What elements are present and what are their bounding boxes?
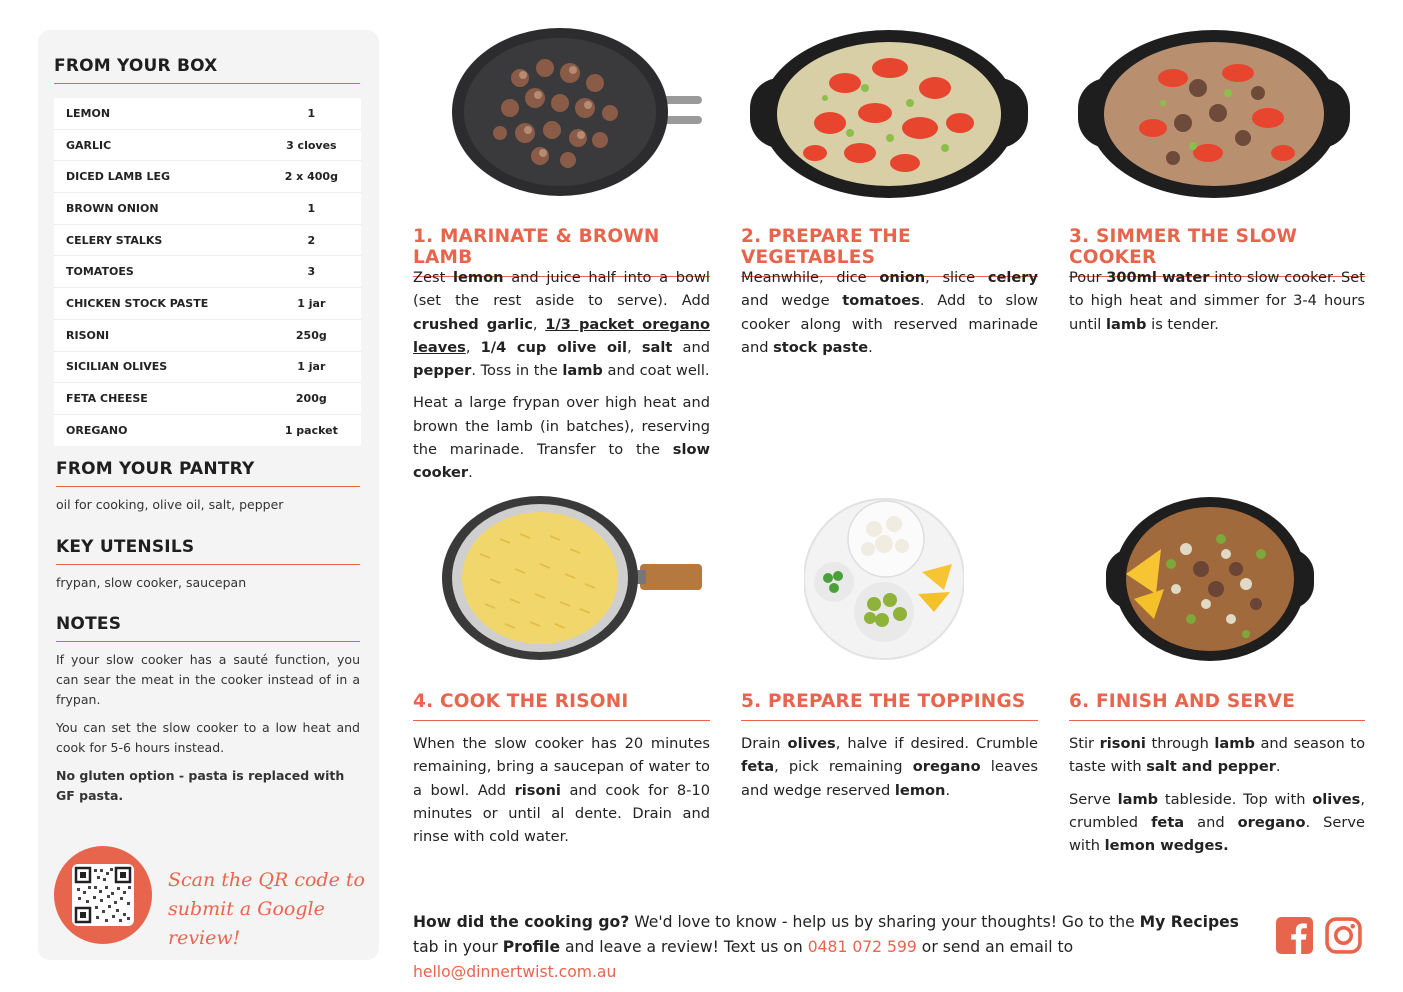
step-1-p1: Zest lemon and juice half into a bowl (set the rest aside to serve). Add crushed garlic, 1/3 packet oregano leaves, 1/4 cup olive oil, salt and pepper. Toss in the lamb and coat well. bbox=[413, 269, 710, 380]
ingredient-name: CELERY STALKS bbox=[66, 233, 163, 247]
step-6-title: 6. FINISH AND SERVE bbox=[1069, 691, 1365, 721]
notes-title: NOTES bbox=[56, 614, 360, 642]
step-6-body bbox=[1069, 732, 1365, 866]
step-6-p1: Stir risoni through lamb and season to taste with salt and pepper. bbox=[1069, 735, 1365, 776]
feedback-footer: How did the cooking go? We'd love to know - help us by sharing your thoughts! Go to the My Recipes tab in your Profile and leave a review! Text us on 0481 072 599 or send an email to hello@dinnertwist.com.au bbox=[413, 913, 1239, 981]
step-2-title: 2. PREPARE THE VEGETABLES bbox=[741, 226, 1038, 277]
instagram-icon[interactable] bbox=[1325, 917, 1362, 954]
ingredient-qty: 2 x 400g bbox=[284, 170, 338, 184]
profile-link[interactable]: Profile bbox=[502, 938, 561, 956]
ingredient-name: RISONI bbox=[66, 328, 110, 342]
step-3-image bbox=[1078, 28, 1350, 200]
step-1-p2: Heat a large frypan over high heat and brown the lamb (in batches), reserving the marinade. Transfer to the slow cooker. bbox=[413, 394, 710, 482]
step-3-body bbox=[1069, 266, 1365, 345]
ingredients-table bbox=[54, 98, 361, 446]
ingredient-name: DICED LAMB LEG bbox=[66, 170, 171, 184]
ingredient-name: FETA CHEESE bbox=[66, 392, 148, 406]
ingredient-name: TOMATOES bbox=[66, 265, 134, 279]
step-4-body bbox=[413, 732, 710, 857]
pantry-title: FROM YOUR PANTRY bbox=[56, 459, 360, 487]
ingredient-qty: 250g bbox=[295, 328, 327, 342]
qr-code bbox=[72, 864, 134, 926]
sidebar bbox=[38, 30, 379, 960]
my-recipes-link[interactable]: My Recipes bbox=[1139, 913, 1239, 931]
facebook-icon[interactable] bbox=[1276, 917, 1313, 954]
ingredient-row bbox=[54, 130, 361, 162]
step-2-p1: Meanwhile, dice onion, slice celery and wedge tomatoes. Add to slow cooker along with reserved marinade and stock paste. bbox=[741, 269, 1039, 356]
ingredient-qty: 1 bbox=[307, 201, 316, 215]
ingredient-name: CHICKEN STOCK PASTE bbox=[66, 296, 209, 310]
step-2-body bbox=[741, 266, 1038, 368]
ingredient-qty: 1 bbox=[307, 106, 316, 120]
ingredient-row bbox=[54, 161, 361, 193]
phone-link[interactable]: 0481 072 599 bbox=[807, 938, 917, 956]
pantry-section bbox=[56, 459, 360, 515]
ingredient-row bbox=[54, 225, 361, 257]
step-5-title: 5. PREPARE THE TOPPINGS bbox=[741, 691, 1038, 721]
ingredient-name: BROWN ONION bbox=[66, 201, 159, 215]
step-6-image bbox=[1106, 494, 1314, 664]
pantry-text: oil for cooking, olive oil, salt, pepper bbox=[56, 497, 284, 512]
ingredient-name: LEMON bbox=[66, 106, 111, 120]
ingredient-qty: 1 jar bbox=[297, 360, 326, 374]
utensils-section bbox=[56, 537, 360, 593]
step-3-p1: Pour 300ml water into slow cooker. Set to high heat and simmer for 3-4 hours until lamb is tender. bbox=[1069, 269, 1365, 333]
step-6-p2: Serve lamb tableside. Top with olives, crumbled feta and oregano. Serve with lemon wedges. bbox=[1069, 790, 1365, 855]
step-2-image bbox=[750, 28, 1028, 200]
step-1-image bbox=[440, 28, 710, 200]
ingredient-qty: 200g bbox=[295, 392, 327, 406]
utensils-text: frypan, slow cooker, saucepan bbox=[56, 575, 247, 590]
ingredient-qty: 2 bbox=[307, 233, 316, 247]
ingredient-name: SICILIAN OLIVES bbox=[66, 360, 168, 374]
qr-caption-line1: Scan the QR code to bbox=[168, 869, 365, 891]
step-5-body bbox=[741, 732, 1038, 811]
ingredient-row bbox=[54, 415, 361, 446]
step-4-image bbox=[440, 494, 702, 664]
feedback-question: How did the cooking go? bbox=[413, 913, 630, 931]
step-5-image bbox=[804, 494, 964, 664]
email-link[interactable]: hello@dinnertwist.com.au bbox=[413, 963, 617, 981]
step-1-body bbox=[413, 266, 710, 494]
ingredient-name: OREGANO bbox=[66, 423, 128, 437]
ingredient-row bbox=[54, 383, 361, 415]
ingredient-qty: 1 jar bbox=[297, 296, 326, 310]
box-section bbox=[54, 56, 360, 84]
note-1: If your slow cooker has a sauté function, you can sear the meat in the cooker instead of in a frypan. bbox=[56, 652, 360, 707]
notes-section bbox=[56, 614, 360, 806]
utensils-title: KEY UTENSILS bbox=[56, 537, 360, 565]
note-2: You can set the slow cooker to a low heat and cook for 5-6 hours instead. bbox=[56, 720, 360, 755]
note-3: No gluten option - pasta is replaced with GF pasta. bbox=[56, 768, 345, 803]
qr-caption bbox=[168, 866, 368, 953]
ingredient-row bbox=[54, 352, 361, 384]
box-title: FROM YOUR BOX bbox=[54, 56, 360, 84]
ingredient-row bbox=[54, 98, 361, 130]
qr-caption-line2: submit a Google review! bbox=[168, 898, 325, 949]
ingredient-row bbox=[54, 193, 361, 225]
qr-badge bbox=[54, 846, 152, 944]
ingredient-qty: 1 packet bbox=[284, 423, 338, 437]
ingredient-row bbox=[54, 288, 361, 320]
step-5-p1: Drain olives, halve if desired. Crumble feta, pick remaining oregano leaves and wedge reserved lemon. bbox=[741, 735, 1038, 799]
step-3-title: 3. SIMMER THE SLOW COOKER bbox=[1069, 226, 1365, 277]
step-4-p1: When the slow cooker has 20 minutes remaining, bring a saucepan of water to a bowl. Add risoni and cook for 8-10 minutes or until al dente. Drain and rinse with cold water. bbox=[413, 735, 710, 846]
step-4-title: 4. COOK THE RISONI bbox=[413, 691, 710, 721]
ingredient-qty: 3 cloves bbox=[286, 138, 337, 152]
ingredient-row bbox=[54, 256, 361, 288]
ingredient-row bbox=[54, 320, 361, 352]
ingredient-name: GARLIC bbox=[66, 138, 112, 152]
ingredient-qty: 3 bbox=[307, 265, 316, 279]
step-1-title: 1. MARINATE & BROWN LAMB bbox=[413, 226, 710, 277]
